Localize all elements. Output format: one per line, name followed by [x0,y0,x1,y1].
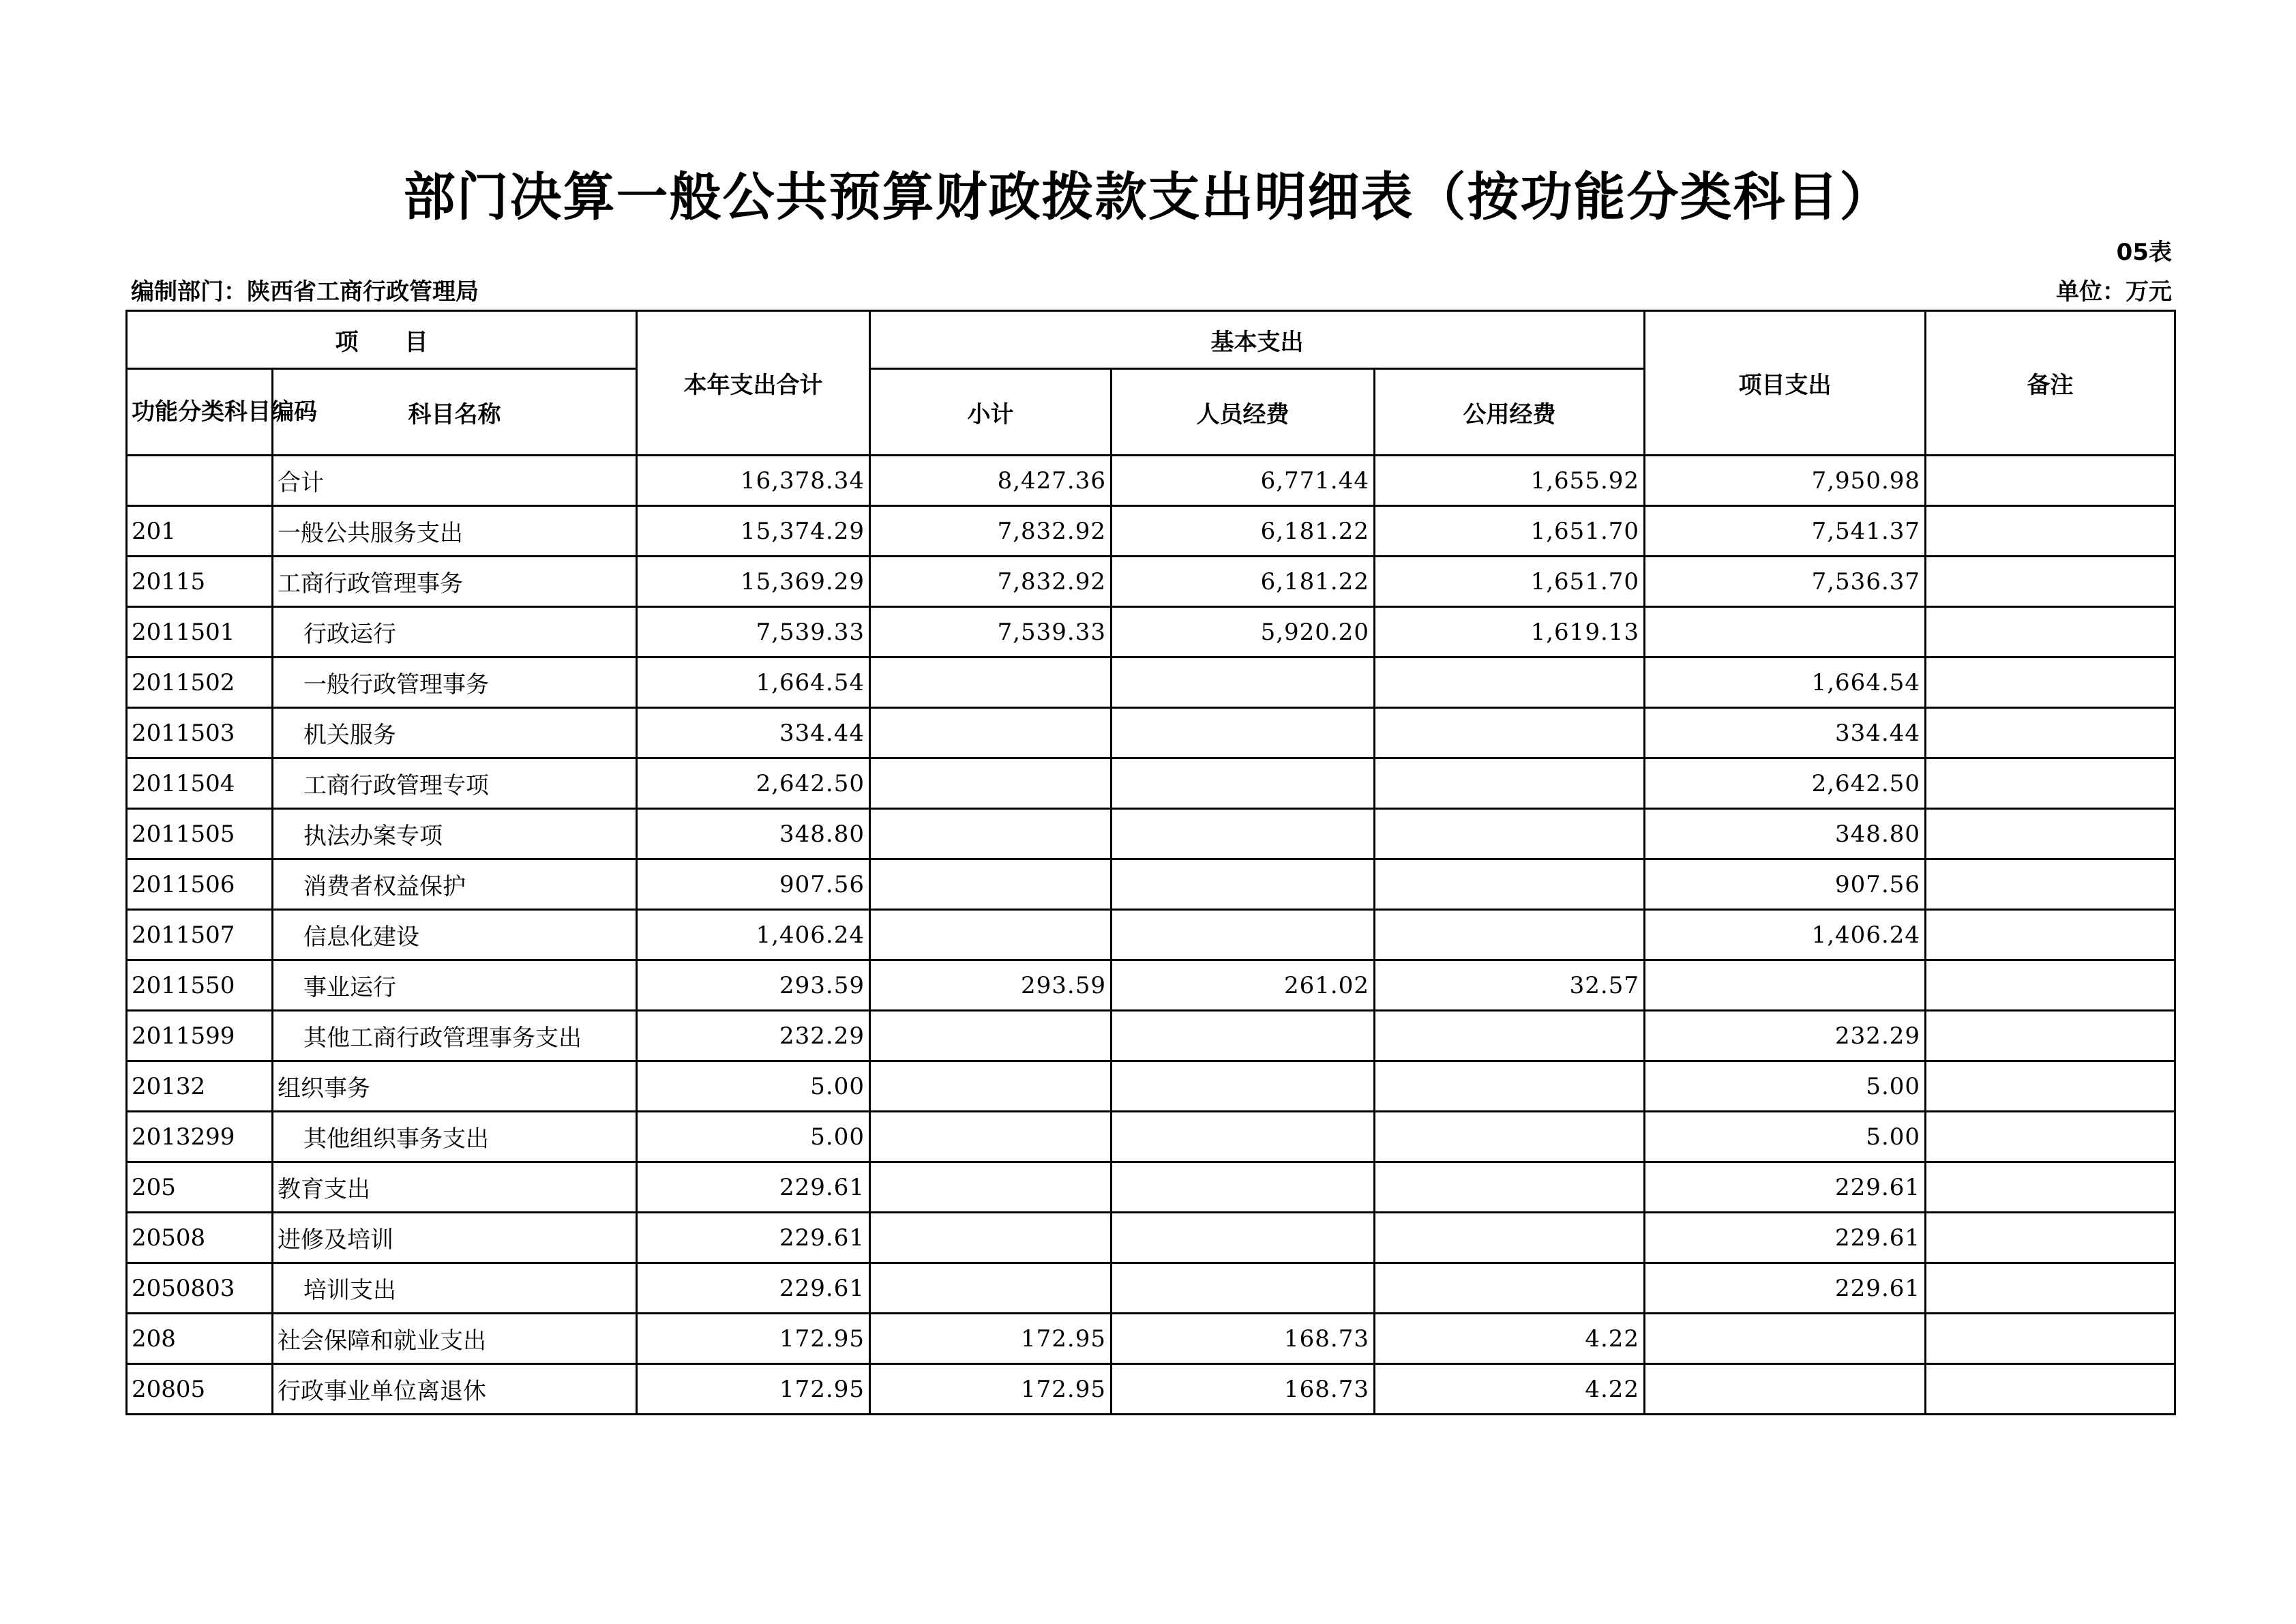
cell-public [1375,1213,1645,1263]
cell-total: 5.00 [637,1112,870,1162]
cell-project: 7,950.98 [1645,456,1926,506]
cell-public [1375,809,1645,859]
cell-code: 201 [127,506,273,557]
unit-label: 单位：万元 [2056,278,2172,306]
cell-personnel [1112,1162,1375,1213]
cell-code: 20508 [127,1213,273,1263]
cell-project: 229.61 [1645,1162,1926,1213]
cell-subtotal [870,758,1112,809]
table-row [127,1112,2175,1162]
table-row [127,1011,2175,1061]
cell-name: 工商行政管理事务 [273,557,637,607]
header-remark: 备注 [1926,311,2175,456]
cell-code [127,456,273,506]
table-row [127,1213,2175,1263]
cell-remark [1926,658,2175,708]
cell-project: 7,541.37 [1645,506,1926,557]
cell-total: 907.56 [637,859,870,910]
cell-public [1375,1011,1645,1061]
cell-personnel [1112,758,1375,809]
cell-name: 行政运行 [273,607,637,658]
cell-personnel [1112,1112,1375,1162]
cell-remark [1926,506,2175,557]
cell-name: 信息化建设 [273,910,637,960]
cell-remark [1926,1011,2175,1061]
cell-subtotal [870,1112,1112,1162]
cell-remark [1926,1213,2175,1263]
cell-subtotal: 8,427.36 [870,456,1112,506]
cell-personnel [1112,658,1375,708]
cell-personnel [1112,910,1375,960]
cell-subtotal [870,1061,1112,1112]
table-row [127,758,2175,809]
cell-public [1375,1061,1645,1112]
cell-subtotal [870,859,1112,910]
header-basic: 基本支出 [870,311,1645,369]
table-row [127,1314,2175,1364]
cell-code: 208 [127,1314,273,1364]
cell-subtotal [870,1162,1112,1213]
cell-code: 2011506 [127,859,273,910]
cell-personnel [1112,1213,1375,1263]
cell-remark [1926,960,2175,1011]
cell-total: 1,664.54 [637,658,870,708]
cell-remark [1926,607,2175,658]
cell-remark [1926,557,2175,607]
cell-personnel: 168.73 [1112,1314,1375,1364]
cell-project: 7,536.37 [1645,557,1926,607]
cell-personnel: 6,181.22 [1112,506,1375,557]
cell-name: 执法办案专项 [273,809,637,859]
cell-subtotal: 7,832.92 [870,557,1112,607]
cell-public [1375,1162,1645,1213]
table-row [127,1061,2175,1112]
cell-public [1375,910,1645,960]
cell-subtotal: 172.95 [870,1314,1112,1364]
cell-total: 5.00 [637,1061,870,1112]
cell-name: 教育支出 [273,1162,637,1213]
cell-code: 20115 [127,557,273,607]
cell-personnel [1112,859,1375,910]
page-title: 部门决算一般公共预算财政拨款支出明细表（按功能分类科目） [403,166,1893,227]
cell-project [1645,1364,1926,1415]
cell-name: 组织事务 [273,1061,637,1112]
header-total: 本年支出合计 [637,311,870,456]
expenditure-table [125,310,2176,1415]
cell-total: 16,378.34 [637,456,870,506]
cell-subtotal [870,910,1112,960]
cell-remark [1926,809,2175,859]
cell-code: 2013299 [127,1112,273,1162]
cell-total: 2,642.50 [637,758,870,809]
cell-project: 229.61 [1645,1213,1926,1263]
cell-personnel: 6,771.44 [1112,456,1375,506]
cell-project: 1,406.24 [1645,910,1926,960]
cell-name: 一般公共服务支出 [273,506,637,557]
cell-public: 4.22 [1375,1314,1645,1364]
cell-public [1375,859,1645,910]
header-subject-name: 科目名称 [273,369,637,456]
cell-project: 348.80 [1645,809,1926,859]
cell-remark [1926,456,2175,506]
cell-project: 232.29 [1645,1011,1926,1061]
cell-public: 32.57 [1375,960,1645,1011]
cell-name: 培训支出 [273,1263,637,1314]
cell-public [1375,708,1645,758]
table-row [127,1162,2175,1213]
cell-code: 2011507 [127,910,273,960]
cell-total: 15,374.29 [637,506,870,557]
cell-code: 2011550 [127,960,273,1011]
header-func-code: 功能分类科目编码 [127,369,273,456]
cell-subtotal: 7,539.33 [870,607,1112,658]
cell-code: 2011503 [127,708,273,758]
cell-public: 1,655.92 [1375,456,1645,506]
cell-code: 20132 [127,1061,273,1112]
cell-personnel [1112,1011,1375,1061]
cell-subtotal [870,809,1112,859]
cell-name: 机关服务 [273,708,637,758]
table-row [127,1263,2175,1314]
table-row [127,557,2175,607]
cell-name: 工商行政管理专项 [273,758,637,809]
table-row [127,960,2175,1011]
table-row [127,506,2175,557]
header-public: 公用经费 [1375,369,1645,456]
cell-total: 229.61 [637,1213,870,1263]
cell-name: 消费者权益保护 [273,859,637,910]
cell-name: 行政事业单位离退休 [273,1364,637,1415]
cell-remark [1926,708,2175,758]
cell-subtotal: 172.95 [870,1364,1112,1415]
cell-total: 1,406.24 [637,910,870,960]
cell-remark [1926,1364,2175,1415]
cell-code: 2011599 [127,1011,273,1061]
table-row [127,809,2175,859]
cell-project [1645,960,1926,1011]
cell-total: 293.59 [637,960,870,1011]
cell-name: 进修及培训 [273,1213,637,1263]
cell-personnel [1112,708,1375,758]
cell-remark [1926,859,2175,910]
cell-project: 5.00 [1645,1061,1926,1112]
cell-remark [1926,1061,2175,1112]
cell-public [1375,658,1645,708]
table-row [127,658,2175,708]
cell-total: 172.95 [637,1314,870,1364]
cell-name: 一般行政管理事务 [273,658,637,708]
cell-project: 229.61 [1645,1263,1926,1314]
cell-public: 1,651.70 [1375,557,1645,607]
table-row [127,1364,2175,1415]
cell-personnel: 168.73 [1112,1364,1375,1415]
cell-name: 合计 [273,456,637,506]
cell-subtotal [870,1213,1112,1263]
cell-personnel [1112,1263,1375,1314]
table-row [127,708,2175,758]
cell-total: 229.61 [637,1263,870,1314]
cell-name: 事业运行 [273,960,637,1011]
cell-total: 15,369.29 [637,557,870,607]
table-row [127,456,2175,506]
cell-subtotal: 293.59 [870,960,1112,1011]
cell-total: 7,539.33 [637,607,870,658]
header-subtotal: 小计 [870,369,1112,456]
table-row [127,910,2175,960]
cell-total: 334.44 [637,708,870,758]
cell-subtotal: 7,832.92 [870,506,1112,557]
cell-public: 4.22 [1375,1364,1645,1415]
cell-remark [1926,1314,2175,1364]
cell-code: 2011501 [127,607,273,658]
cell-personnel: 5,920.20 [1112,607,1375,658]
cell-code: 2011502 [127,658,273,708]
cell-public [1375,1112,1645,1162]
cell-public: 1,619.13 [1375,607,1645,658]
cell-public: 1,651.70 [1375,506,1645,557]
cell-project: 334.44 [1645,708,1926,758]
cell-total: 229.61 [637,1162,870,1213]
cell-total: 348.80 [637,809,870,859]
cell-public [1375,758,1645,809]
header-project-expenditure: 项目支出 [1645,311,1926,456]
cell-subtotal [870,708,1112,758]
cell-total: 172.95 [637,1364,870,1415]
cell-subtotal [870,1263,1112,1314]
cell-name: 其他工商行政管理事务支出 [273,1011,637,1061]
department-label: 编制部门：陕西省工商行政管理局 [131,278,479,306]
cell-name: 社会保障和就业支出 [273,1314,637,1364]
cell-code: 2050803 [127,1263,273,1314]
cell-remark [1926,910,2175,960]
cell-project [1645,607,1926,658]
cell-code: 20805 [127,1364,273,1415]
cell-project: 907.56 [1645,859,1926,910]
header-project: 项 目 [127,311,637,369]
cell-personnel [1112,1061,1375,1112]
cell-personnel: 6,181.22 [1112,557,1375,607]
cell-code: 2011504 [127,758,273,809]
cell-remark [1926,1162,2175,1213]
cell-code: 205 [127,1162,273,1213]
cell-code: 2011505 [127,809,273,859]
table-row [127,859,2175,910]
cell-project: 2,642.50 [1645,758,1926,809]
cell-project [1645,1314,1926,1364]
cell-project: 1,664.54 [1645,658,1926,708]
cell-personnel: 261.02 [1112,960,1375,1011]
header-personnel: 人员经费 [1112,369,1375,456]
cell-subtotal [870,658,1112,708]
cell-total: 232.29 [637,1011,870,1061]
table-row [127,607,2175,658]
cell-remark [1926,758,2175,809]
cell-project: 5.00 [1645,1112,1926,1162]
cell-remark [1926,1112,2175,1162]
form-number: 05表 [2116,239,2172,266]
cell-public [1375,1263,1645,1314]
cell-personnel [1112,809,1375,859]
cell-subtotal [870,1011,1112,1061]
cell-name: 其他组织事务支出 [273,1112,637,1162]
cell-remark [1926,1263,2175,1314]
